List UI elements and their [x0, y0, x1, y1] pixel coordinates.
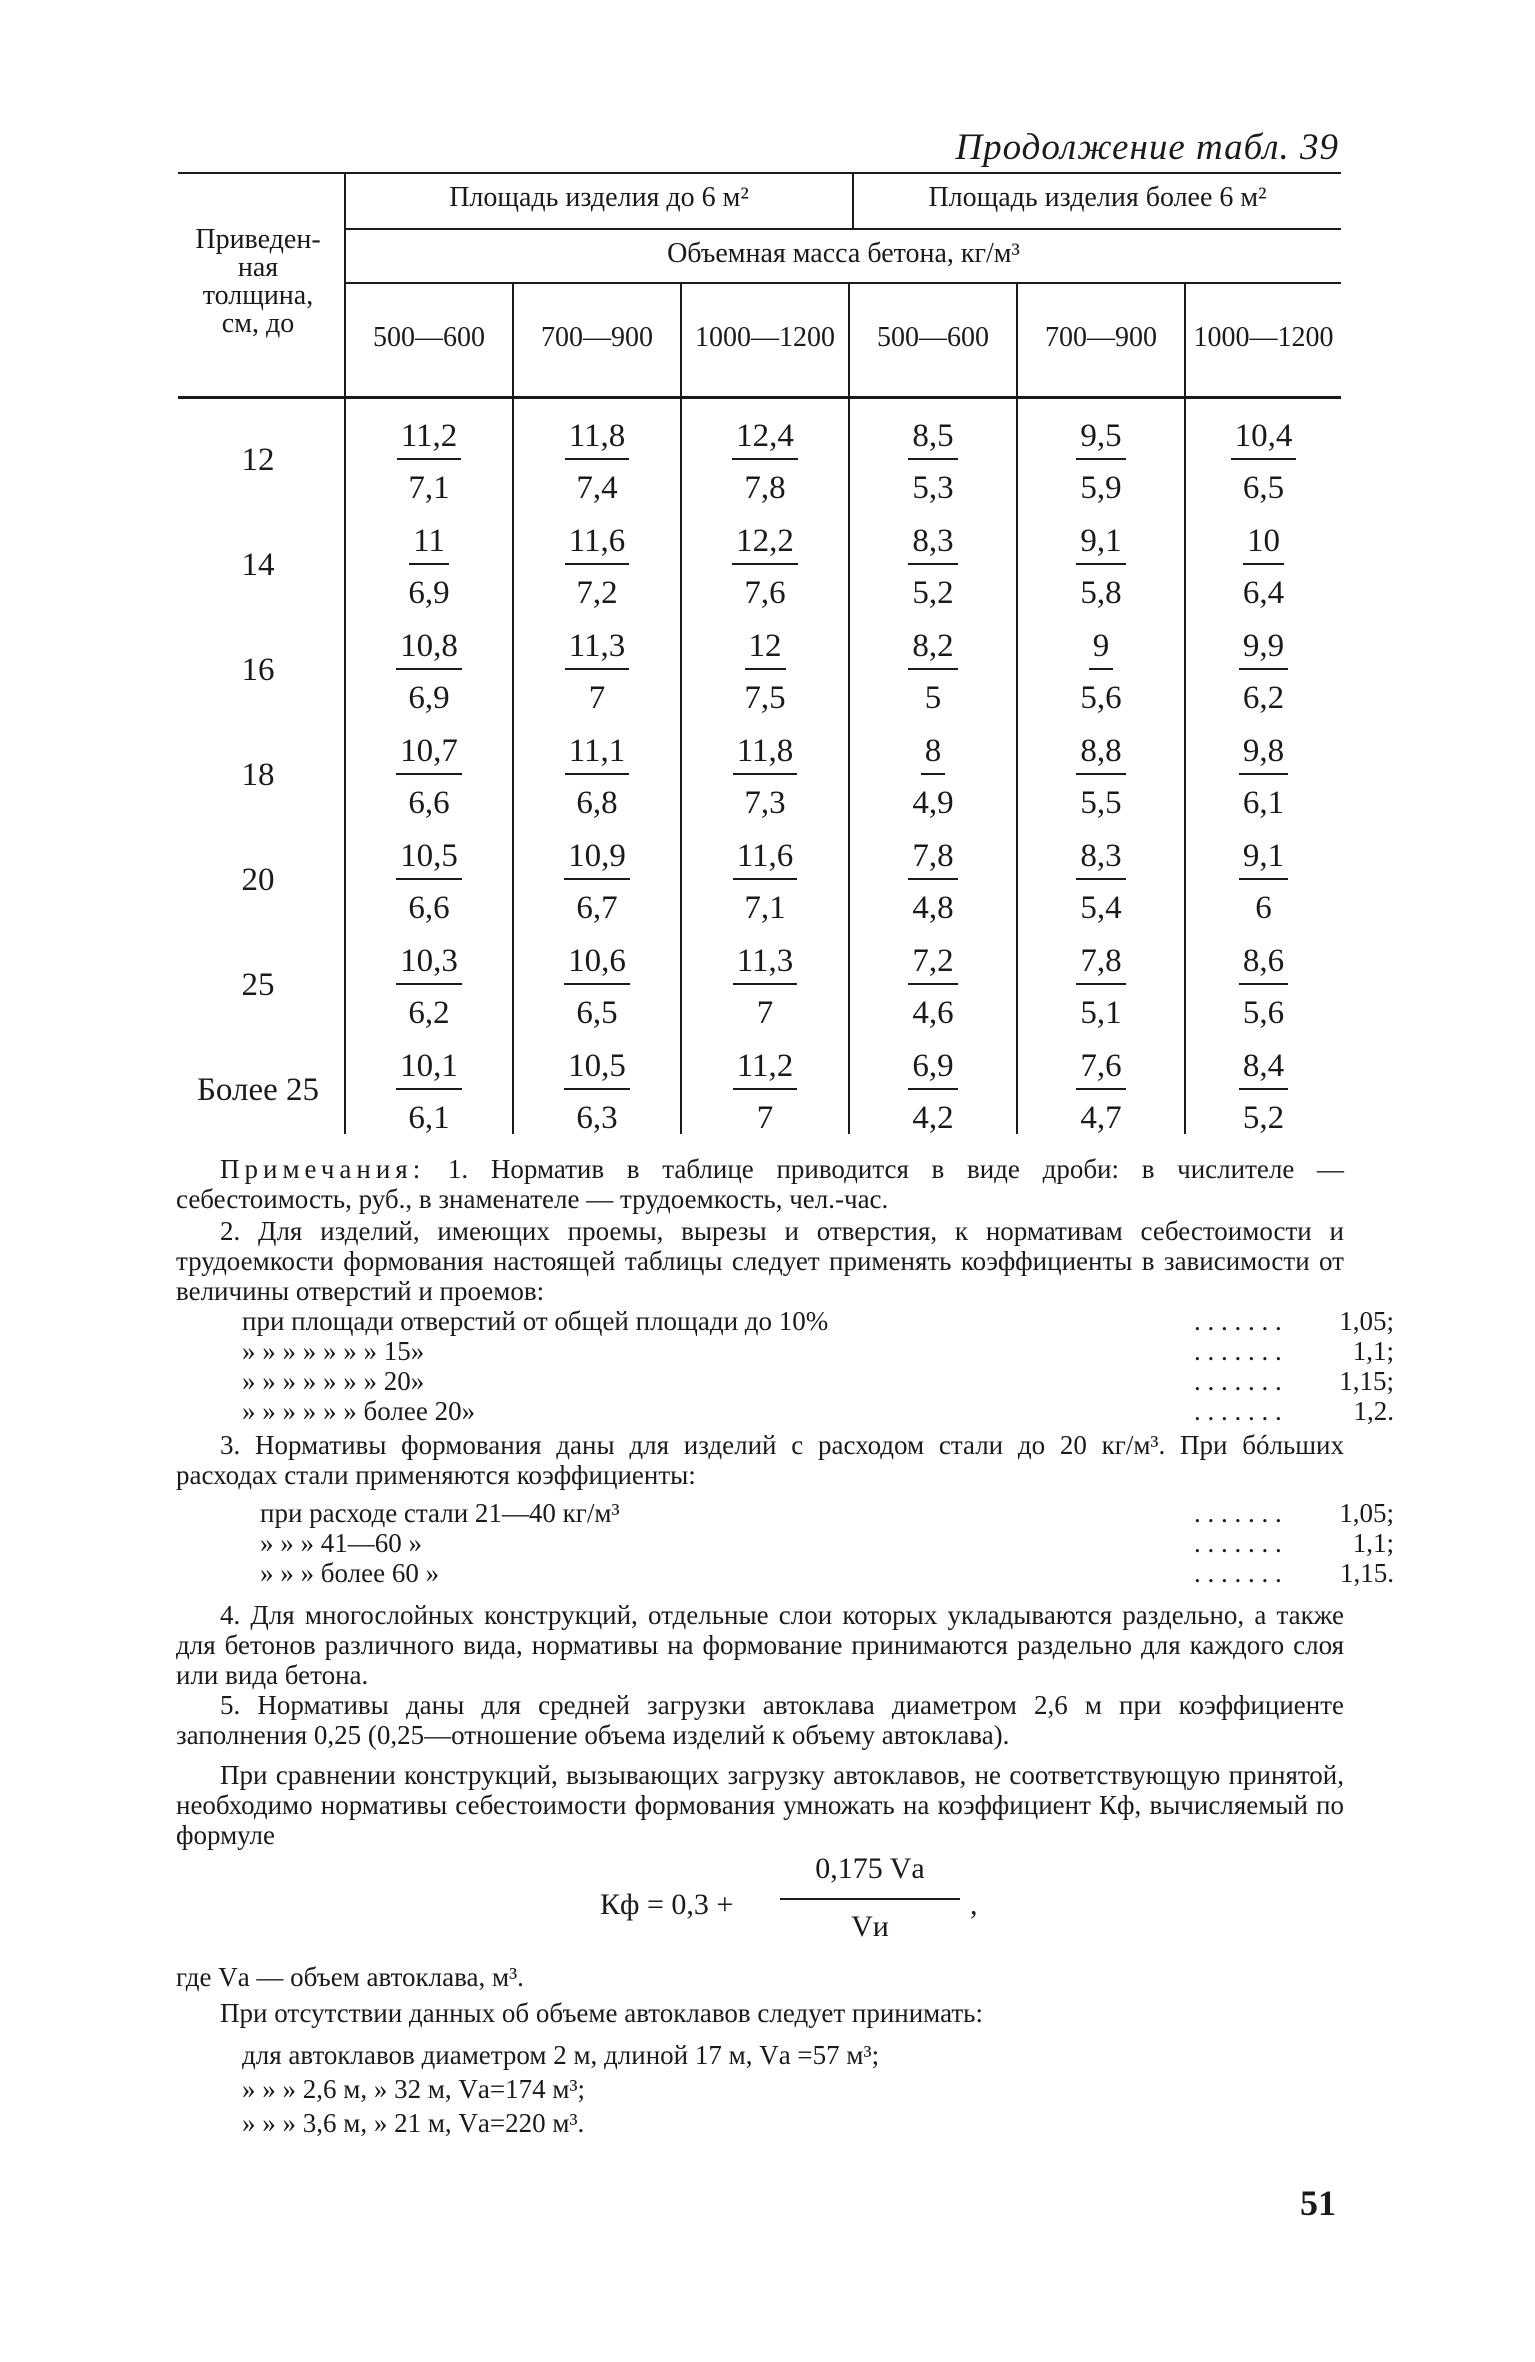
table-cell-fraction: [537, 519, 657, 615]
cost-numerator: 7,8: [1076, 939, 1125, 985]
labor-denominator: 5,3: [912, 470, 954, 506]
note-4: 4. Для многослойных конструкций, отдельные слои которых укладываются раздельно, а также для бетонов различного вида, нормативы на формование принимаются раздельно для каждого слоя или вида бетона.: [176, 1600, 1344, 1690]
labor-denominator: 7,3: [744, 785, 786, 821]
table-cell-fraction: [873, 414, 993, 510]
labor-denominator: 7: [588, 680, 606, 716]
labor-denominator: 7,2: [576, 575, 618, 611]
labor-denominator: 5,5: [1080, 785, 1122, 821]
labor-denominator: 4,9: [912, 785, 954, 821]
labor-denominator: 5,4: [1080, 890, 1122, 926]
cost-numerator: 9,8: [1239, 729, 1288, 775]
labor-denominator: 7: [756, 1100, 774, 1136]
cost-numerator: 9: [1089, 624, 1114, 670]
cost-numerator: 8,4: [1239, 1044, 1288, 1090]
table-cell-fraction: [705, 624, 825, 720]
labor-denominator: 5,1: [1080, 995, 1122, 1031]
col-divider-1: [512, 282, 514, 1134]
table-cell-fraction: [369, 939, 489, 1035]
formula-lhs: Кф = 0,3 +: [600, 1888, 734, 1921]
column-header: 700—900: [1045, 322, 1157, 353]
labor-denominator: 4,8: [912, 890, 954, 926]
table-cell-fraction: [1204, 729, 1324, 825]
cost-numerator: 10,7: [396, 729, 462, 775]
cost-numerator: 11,6: [733, 834, 798, 880]
cost-numerator: 10,9: [564, 834, 630, 880]
labor-denominator: 7,4: [576, 470, 618, 506]
cost-numerator: 11: [409, 519, 449, 565]
table-cell-fraction: [1041, 939, 1161, 1035]
cost-numerator: 11,3: [733, 939, 798, 985]
table-cell-fraction: [873, 939, 993, 1035]
cost-numerator: 11,1: [565, 729, 630, 775]
note-6: При сравнении конструкций, вызывающих загрузку автоклавов, не соответствующую принятой, необходимо нормативы себестоимости формования умножать на коэффициент Кф, вычисляемый по формуле: [176, 1760, 1344, 1850]
table-cell-fraction: [705, 834, 825, 930]
table-cell-fraction: [705, 414, 825, 510]
label-column-divider: [344, 172, 346, 1134]
group-header-2: Площадь изделия более 6 м²: [928, 182, 1267, 213]
row-label: Более 25: [196, 1072, 320, 1108]
table-cell-fraction: [369, 834, 489, 930]
table-cell-fraction: [369, 519, 489, 615]
page-number: 51: [1300, 2183, 1336, 2223]
table-cell-fraction: [369, 729, 489, 825]
cost-numerator: 10,6: [564, 939, 630, 985]
labor-denominator: 6,5: [1242, 470, 1285, 506]
leader-dots: . . . . . . .: [1194, 1396, 1282, 1426]
group-header-1: Площадь изделия до 6 м²: [449, 182, 749, 213]
labor-denominator: 5,6: [1242, 995, 1285, 1031]
table-cell-fraction: [1204, 414, 1324, 510]
coefficient-condition: » » » » » » более 20»: [242, 1396, 476, 1426]
table-cell-fraction: [1204, 939, 1324, 1035]
cost-numerator: 11,2: [733, 1044, 798, 1090]
table-cell-fraction: [705, 1044, 825, 1140]
labor-denominator: 5,2: [912, 575, 954, 611]
table-cell-fraction: [705, 729, 825, 825]
labor-denominator: 4,2: [912, 1100, 954, 1136]
table-cell-fraction: [1204, 519, 1324, 615]
leader-dots: . . . . . . .: [1194, 1306, 1282, 1336]
cost-numerator: 10,5: [564, 1044, 630, 1090]
col-divider-3: [848, 282, 850, 1134]
autoclave-line: для автоклавов диаметром 2 м, длиной 17 м, Vа =57 м³;: [242, 2040, 880, 2070]
cost-numerator: 11,6: [565, 519, 630, 565]
row-label: 20: [241, 862, 275, 898]
cost-numerator: 12,4: [732, 414, 798, 460]
table-cell-fraction: [369, 1044, 489, 1140]
labor-denominator: 7,1: [408, 470, 450, 506]
coefficient-condition: при расходе стали 21—40 кг/м³: [260, 1498, 620, 1528]
labor-denominator: 7,1: [744, 890, 786, 926]
leader-dots: . . . . . . .: [1194, 1558, 1282, 1588]
labor-denominator: 6,7: [576, 890, 618, 926]
cost-numerator: 10,4: [1231, 414, 1297, 460]
table-cell-fraction: [1041, 1044, 1161, 1140]
table-cell-fraction: [705, 939, 825, 1035]
coefficient-value: 1,15.: [1340, 1558, 1394, 1588]
coefficient-value: 1,05;: [1339, 1498, 1394, 1528]
column-header: 500—600: [373, 322, 485, 353]
cost-numerator: 11,8: [565, 414, 630, 460]
table-caption: Продолжение табл. 39: [955, 127, 1339, 168]
row-label: 25: [241, 967, 275, 1003]
labor-denominator: 4,6: [912, 995, 954, 1031]
table-cell-fraction: [537, 729, 657, 825]
cost-numerator: 9,5: [1076, 414, 1125, 460]
cost-numerator: 8: [921, 729, 946, 775]
col-divider-4: [1016, 282, 1018, 1134]
labor-denominator: 6,2: [1242, 680, 1285, 716]
labor-denominator: 7,5: [744, 680, 786, 716]
coefficient-condition: » » » » » » » 15»: [242, 1336, 425, 1366]
formula-tail: ,: [970, 1888, 978, 1921]
coefficient-condition: » » » » » » » 20»: [242, 1366, 425, 1396]
labor-denominator: 6,3: [576, 1100, 618, 1136]
table-cell-fraction: [1041, 834, 1161, 930]
column-header: 1000—1200: [1193, 322, 1334, 353]
labor-denominator: 6,8: [576, 785, 618, 821]
cost-numerator: 9,9: [1239, 624, 1288, 670]
header-mid-rule-2: [344, 282, 1341, 284]
cost-numerator: 7,8: [908, 834, 957, 880]
row-label: 18: [241, 757, 275, 793]
cost-numerator: 10,5: [396, 834, 462, 880]
formula-denominator: Vи: [851, 1910, 889, 1943]
cost-numerator: 11,2: [397, 414, 462, 460]
column-header: 700—900: [541, 322, 653, 353]
table-cell-fraction: [537, 414, 657, 510]
table-cell-fraction: [873, 834, 993, 930]
cost-numerator: 8,5: [908, 414, 957, 460]
absent-line: При отсутствии данных об объеме автоклавов следует принимать:: [220, 1998, 983, 2028]
where-line: где Vа — объем автоклава, м³.: [176, 1962, 524, 1992]
cost-numerator: 8,8: [1076, 729, 1125, 775]
table-cell-fraction: [873, 1044, 993, 1140]
table-cell-fraction: [369, 414, 489, 510]
table-cell-fraction: [1204, 1044, 1324, 1140]
coefficient-value: 1,05;: [1339, 1306, 1394, 1336]
leader-dots: . . . . . . .: [1194, 1528, 1282, 1558]
note-2: 2. Для изделий, имеющих проемы, вырезы и отверстия, к нормативам себестоимости и трудоемкости формования настоящей таблицы следует применять коэффициенты в зависимости от величины отверстий и проемов:: [176, 1216, 1344, 1306]
labor-denominator: 6,9: [408, 575, 450, 611]
cost-numerator: 12,2: [732, 519, 798, 565]
table-cell-fraction: [1041, 519, 1161, 615]
cost-numerator: 6,9: [908, 1044, 957, 1090]
cost-numerator: 11,3: [565, 624, 630, 670]
cost-numerator: 10: [1243, 519, 1284, 565]
cost-numerator: 9,1: [1076, 519, 1125, 565]
labor-denominator: 6,5: [576, 995, 618, 1031]
note-3: 3. Нормативы формования даны для изделий с расходом стали до 20 кг/м³. При бóльших расходах стали применяются коэффициенты:: [176, 1430, 1344, 1490]
labor-denominator: 5,8: [1080, 575, 1122, 611]
note-5: 5. Нормативы даны для средней загрузки автоклава диаметром 2,6 м при коэффициенте заполнения 0,25 (0,25—отношение объема изделий к объему автоклава).: [176, 1690, 1344, 1750]
cost-numerator: 7,6: [1076, 1044, 1125, 1090]
cost-numerator: 10,8: [396, 624, 462, 670]
labor-denominator: 7: [756, 995, 774, 1031]
coefficient-condition: при площади отверстий от общей площади до 10%: [242, 1306, 829, 1336]
coefficient-condition: » » » 41—60 »: [260, 1528, 422, 1558]
labor-denominator: 6,6: [408, 890, 450, 926]
table-cell-fraction: [1204, 834, 1324, 930]
table-cell-fraction: [1041, 729, 1161, 825]
coefficient-value: 1,2.: [1353, 1396, 1394, 1426]
labor-denominator: 6,6: [408, 785, 450, 821]
table-cell-fraction: [873, 729, 993, 825]
labor-denominator: 7,8: [744, 470, 786, 506]
row-header: Приведен- ная толщина, см, до: [195, 224, 321, 339]
cost-numerator: 8,6: [1239, 939, 1288, 985]
labor-denominator: 6: [1255, 890, 1272, 926]
labor-denominator: 6,2: [408, 995, 450, 1031]
table-cell-fraction: [873, 519, 993, 615]
table-cell-fraction: [537, 834, 657, 930]
coefficient-condition: » » » более 60 »: [260, 1558, 440, 1588]
coefficient-value: 1,15;: [1339, 1366, 1394, 1396]
labor-denominator: 5,2: [1242, 1100, 1285, 1136]
table-cell-fraction: [1041, 624, 1161, 720]
cost-numerator: 8,3: [1076, 834, 1125, 880]
leader-dots: . . . . . . .: [1194, 1336, 1282, 1366]
table-cell-fraction: [705, 519, 825, 615]
cost-numerator: 8,3: [908, 519, 957, 565]
cost-numerator: 10,1: [396, 1044, 462, 1090]
cost-numerator: 7,2: [908, 939, 957, 985]
table-cell-fraction: [1041, 414, 1161, 510]
column-header: 1000—1200: [695, 322, 835, 353]
cost-numerator: 9,1: [1239, 834, 1288, 880]
table-top-rule: [178, 172, 1341, 174]
labor-denominator: 5,9: [1080, 470, 1122, 506]
table-cell-fraction: [537, 624, 657, 720]
formula-fraction-bar: [780, 1898, 960, 1900]
labor-denominator: 4,7: [1080, 1100, 1122, 1136]
coefficient-value: 1,1;: [1352, 1336, 1394, 1366]
leader-dots: . . . . . . .: [1194, 1498, 1282, 1528]
autoclave-line: » » » 2,6 м, » 32 м, Vа=174 м³;: [242, 2074, 586, 2104]
cost-numerator: 12: [745, 624, 786, 670]
table-cell-fraction: [537, 1044, 657, 1140]
col-divider-2: [680, 282, 682, 1134]
col-divider-5: [1184, 282, 1186, 1134]
leader-dots: . . . . . . .: [1194, 1366, 1282, 1396]
column-header: 500—600: [877, 322, 989, 353]
table-cell-fraction: [1204, 624, 1324, 720]
table-cell-fraction: [369, 624, 489, 720]
formula-numerator: 0,175 Vа: [815, 1852, 925, 1885]
cost-numerator: 11,8: [733, 729, 798, 775]
row-label: 14: [241, 547, 275, 583]
cost-numerator: 10,3: [396, 939, 462, 985]
table-cell-fraction: [537, 939, 657, 1035]
table-cell-fraction: [873, 624, 993, 720]
coefficient-value: 1,1;: [1352, 1528, 1394, 1558]
row-label: 12: [241, 442, 275, 478]
autoclave-line: » » » 3,6 м, » 21 м, Vа=220 м³.: [242, 2108, 585, 2138]
row-label: 16: [241, 652, 275, 688]
cost-numerator: 8,2: [908, 624, 957, 670]
labor-denominator: 5,6: [1080, 680, 1122, 716]
labor-denominator: 6,4: [1242, 575, 1285, 611]
labor-denominator: 7,6: [744, 575, 786, 611]
labor-denominator: 6,1: [1242, 785, 1285, 821]
sub-header: Объемная масса бетона, кг/м³: [667, 238, 1020, 269]
table-header-bottom-rule: [178, 396, 1341, 399]
labor-denominator: 6,1: [408, 1100, 450, 1136]
note-1: Примечания: 1. Норматив в таблице приводится в виде дроби: в числителе — себестоимость, руб., в знаменателе — трудоемкость, чел.-час.: [176, 1154, 1344, 1214]
labor-denominator: 6,9: [408, 680, 450, 716]
labor-denominator: 5: [924, 680, 942, 716]
header-mid-rule-1: [344, 228, 1341, 230]
